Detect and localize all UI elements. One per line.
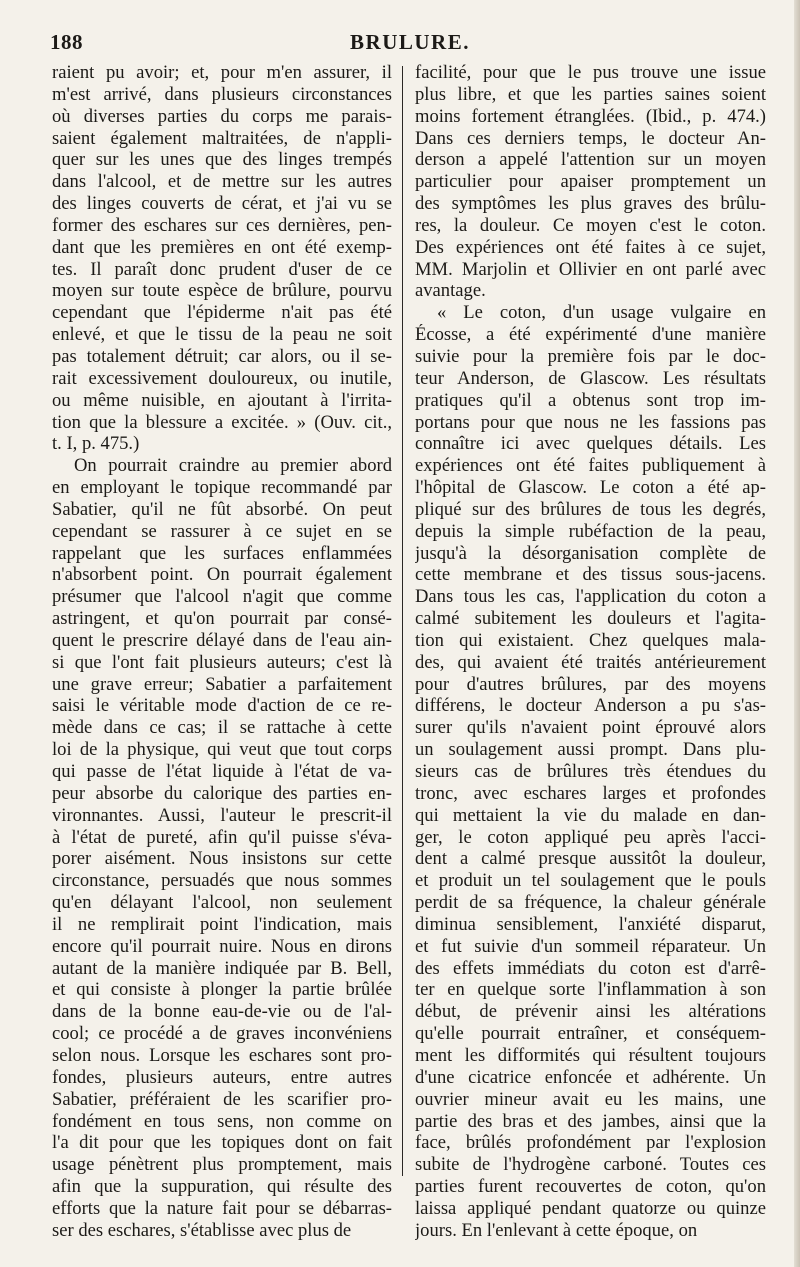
text-line: peur absorbe du calorique des parties en- (52, 782, 392, 804)
text-line: rappelant que les surfaces enflammées (52, 542, 392, 564)
text-line: un soulagement aussi prompt. Dans plu- (415, 739, 766, 761)
text-line: début, de prévenir ainsi les altérations (415, 1001, 766, 1023)
page-header (50, 30, 770, 60)
text-line: des symptômes les plus graves des brûlu- (415, 193, 766, 215)
text-line: sieurs cas de brûlures très étendues du (415, 761, 766, 782)
text-line: Écosse, a été expérimenté d'une manière (415, 324, 766, 346)
text-line: ou même nuisible, en ajoutant à l'irrita- (52, 389, 392, 411)
text-line: Des expériences ont été faites à ce sujet, (415, 236, 766, 258)
text-line: Sabatier, préféraient de les scarifier pro- (52, 1088, 392, 1110)
text-line: fondes, plusieurs auteurs, entre autres (52, 1066, 392, 1088)
text-line: qui mettaient la vie du malade en dan- (415, 804, 766, 826)
text-line: moyen sur toute espèce de brûlure, pourvu (52, 280, 392, 302)
text-line: vironnantes. Aussi, l'auteur le prescrit-il (52, 804, 392, 826)
text-line: moins fortement étranglées. (Ibid., p. 474.) (415, 105, 766, 127)
text-line: encore qu'il pourrait nuire. Nous en dirons (52, 935, 392, 957)
text-line: mède dans ce cas; il se rattache à cette (52, 717, 392, 739)
text-line: Sabatier, qu'il ne fût absorbé. On peut (52, 498, 392, 520)
text-line: MM. Marjolin et Ollivier en ont parlé avec (415, 258, 766, 280)
text-line: dent a calmé presque aussitôt la douleur, (415, 848, 766, 870)
text-line: si que l'ont fait plusieurs auteurs; c'est là (52, 651, 392, 673)
text-line: différens, le docteur Anderson a pu s'as- (415, 695, 766, 717)
text-line: facilité, pour que le pus trouve une issue (415, 62, 766, 83)
text-line: d'une cicatrice enfoncée et adhérente. Un (415, 1066, 766, 1088)
text-line: portans pour que nous ne les fassions pas (415, 411, 766, 433)
right-text-column (415, 62, 766, 1242)
text-line: dant que les premières en ont été exemp- (52, 236, 392, 258)
text-line: suivie pour la première fois par le doc- (415, 345, 766, 367)
text-line: teur Anderson, de Glascow. Les résultats (415, 367, 766, 389)
text-line: pas totalement détruit; car alors, ou il se- (52, 345, 392, 367)
text-line: t. I, p. 475.) (52, 433, 140, 455)
text-line: pour d'autres brûlures, par des moyens (415, 673, 766, 695)
text-line: laissa appliqué pendant quatorze ou quinze (415, 1197, 766, 1219)
text-line: plus libre, et que les parties saines soient (415, 83, 766, 105)
text-line: ouvrier mineur avait eu les mains, une (415, 1088, 766, 1110)
text-line: en employant le topique recommandé par (52, 477, 392, 499)
text-line: Dans tous les cas, l'application du coton a (415, 586, 766, 608)
text-line: pliqué sur des brûlures de tous les degrés, (415, 498, 766, 520)
text-line: présumer que l'alcool n'agit que comme (52, 586, 392, 608)
text-line: cependant que l'épiderme n'ait pas été (52, 302, 392, 324)
text-line: ger, le coton appliqué peu après l'acci- (415, 826, 766, 848)
text-line: rait excessivement douloureux, ou inutile, (52, 367, 392, 389)
text-line: qu'elle pourrait entraîner, et conséquem- (415, 1023, 766, 1045)
page-number: 188 (50, 30, 83, 54)
text-line: usage pénètrent plus promptement, mais (52, 1154, 392, 1176)
text-line: et fut suivie d'un sommeil réparateur. Un (415, 935, 766, 957)
text-line: dans l'alcool, et de mettre sur les autres (52, 171, 392, 193)
text-line: saient également maltraitées, de n'appli- (52, 127, 392, 149)
text-line: pratiques qu'il a obtenus sont trop im- (415, 389, 766, 411)
text-line: tes. Il paraît donc prudent d'user de ce (52, 258, 392, 280)
text-line: face, brûlés profondément par l'explosion (415, 1132, 766, 1154)
text-line: res, la douleur. Ce moyen c'est le coton. (415, 214, 766, 236)
text-line: n'absorbent point. On pourrait également (52, 564, 392, 586)
text-line: quent le prescrire délayé dans de l'eau ain- (52, 629, 392, 651)
text-line: quer sur les unes que des linges trempés (52, 149, 392, 171)
text-line: à l'état de pureté, afin qu'il puisse s'éva- (52, 826, 392, 848)
text-line: subite de l'hydrogène carboné. Toutes ces (415, 1154, 766, 1176)
text-line: des, qui avaient été traités antérieurement (415, 651, 766, 673)
text-line: former des eschares sur ces dernières, pen- (52, 214, 392, 236)
text-line: saisi le véritable mode d'action de ce re- (52, 695, 392, 717)
page-edge-shadow (794, 0, 800, 1267)
text-line: des linges couverts de cérat, et j'ai vu se (52, 193, 392, 215)
text-line: particulier pour apaiser promptement un (415, 171, 766, 193)
text-line: calmé subitement les douleurs et l'agita- (415, 608, 766, 630)
text-line: et qui consiste à plonger la partie brûlée (52, 979, 392, 1001)
text-line: ter en quelque sorte l'inflammation à son (415, 979, 766, 1001)
text-line: Dans ces derniers temps, le docteur An- (415, 127, 766, 149)
text-line: il ne remplirait point l'indication, mais (52, 913, 392, 935)
text-line: raient pu avoir; et, pour m'en assurer, il (52, 62, 392, 83)
text-line: autant de la manière indiquée par B. Bell, (52, 957, 392, 979)
left-text-column (52, 62, 392, 1242)
text-line: loi de la physique, qui veut que tout corps (52, 739, 392, 761)
text-line: selon nous. Lorsque les eschares sont pro- (52, 1044, 392, 1066)
text-line: enlevé, et que le tissu de la peau ne soit (52, 324, 392, 346)
text-line: cependant se rassurer à ce sujet en se (52, 520, 392, 542)
text-line: l'hôpital de Glascow. Le coton a été ap- (415, 477, 766, 499)
text-line: connaître ici avec quelques détails. Les (415, 433, 766, 455)
text-line: jusqu'à la désorganisation complète de (415, 542, 766, 564)
text-line: porer aisément. Nous insistons sur cette (52, 848, 392, 870)
text-line: tion qui existaient. Chez quelques mala- (415, 629, 766, 651)
text-line: ment les difformités qui résultent toujours (415, 1044, 766, 1066)
text-line: diminua sensiblement, l'anxiété disparut, (415, 913, 766, 935)
text-line: partie des bras et des jambes, ainsi que la (415, 1110, 766, 1132)
text-line: dans de la bonne eau-de-vie ou de l'al- (52, 1001, 392, 1023)
text-line: circonstance, persuadés que nous sommes (52, 870, 392, 892)
text-line: astringent, et qu'on pourrait par consé- (52, 608, 392, 630)
text-line: cette membrane et des tissus sous-jacens. (415, 564, 766, 586)
text-line: qui passe de l'état liquide à l'état de va- (52, 761, 392, 782)
text-line: tion que la blessure a excitée. » (Ouv. cit., (52, 411, 392, 433)
text-line: ser des eschares, s'établisse avec plus de (52, 1219, 352, 1241)
text-line: des effets immédiats du coton est d'arrê- (415, 957, 766, 979)
text-line: jours. En l'enlevant à cette époque, on (415, 1219, 698, 1241)
text-line: tronc, avec eschares larges et profondes (415, 782, 766, 804)
text-line: l'a dit pour que les topiques dont on fait (52, 1132, 392, 1154)
text-line: On pourrait craindre au premier abord (74, 455, 392, 477)
text-line: une grave erreur; Sabatier a parfaitement (52, 673, 392, 695)
text-line: derson a appelé l'attention sur un moyen (415, 149, 766, 171)
text-line: où diverses parties du corps me parais- (52, 105, 392, 127)
text-line: qu'en délayant l'alcool, non seulement (52, 892, 392, 914)
text-line: fondément en tous sens, non comme on (52, 1110, 392, 1132)
text-line: efforts que la nature fait pour se débarras- (52, 1197, 392, 1219)
text-line: cool; ce procédé a de graves inconvéniens (52, 1023, 392, 1045)
text-line: m'est arrivé, dans plusieurs circonstances (52, 83, 392, 105)
text-line: depuis la simple rubéfaction de la peau, (415, 520, 766, 542)
text-line: surer qu'ils n'avaient point éprouvé alors (415, 717, 766, 739)
text-line: expériences ont été faites publiquement à (415, 455, 766, 477)
text-line: perdit de sa fréquence, la chaleur générale (415, 892, 766, 914)
text-line: « Le coton, d'un usage vulgaire en (437, 302, 766, 324)
column-divider (402, 66, 403, 1176)
text-line: avantage. (415, 280, 486, 302)
text-line: parties furent recouvertes de coton, qu'on (415, 1176, 766, 1198)
text-line: et produit un tel soulagement que le pouls (415, 870, 766, 892)
running-head: BRULURE. (350, 30, 470, 54)
text-line: afin que la suppuration, qui résulte des (52, 1176, 392, 1198)
